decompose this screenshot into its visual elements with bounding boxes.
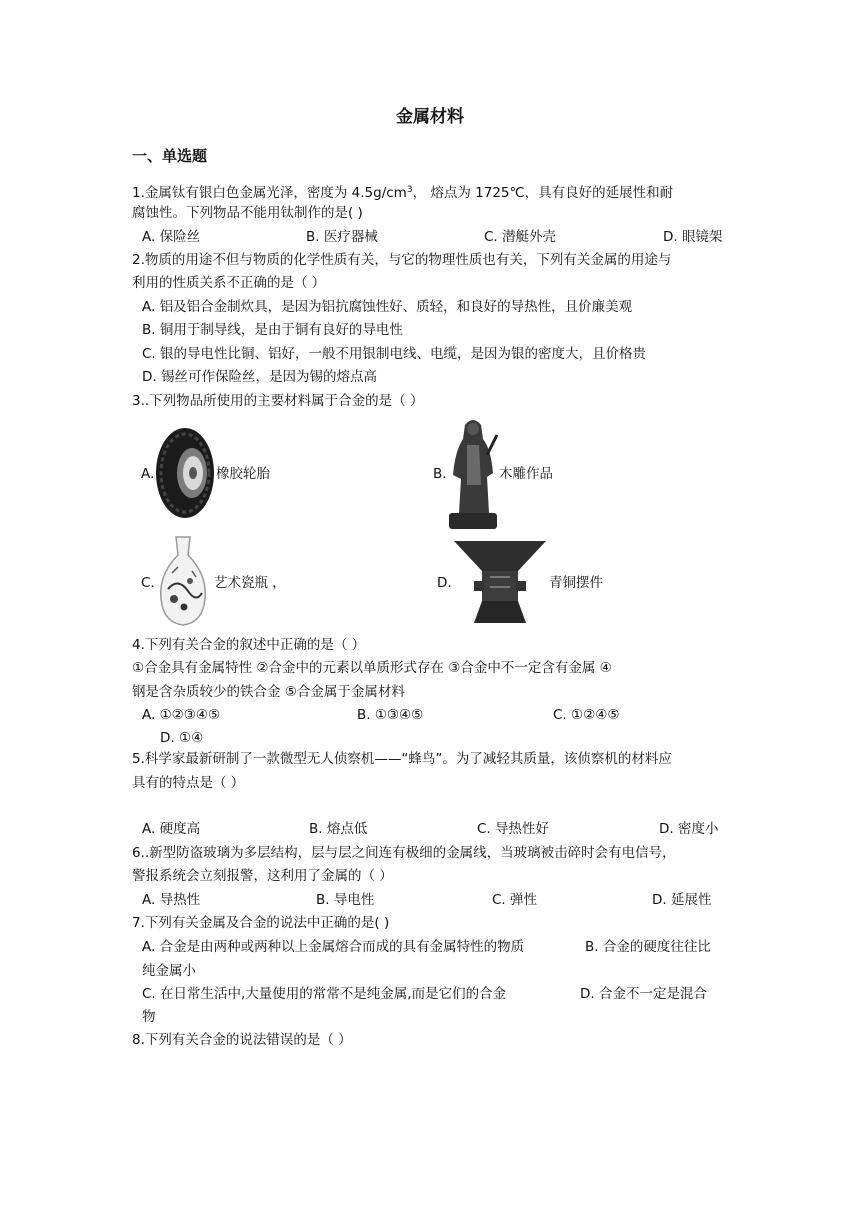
q7-option-d-cont: 物 [142, 1009, 156, 1025]
q4-option-a: A. ①②③④⑤ [142, 707, 221, 723]
question-4-line-3: 钢是含杂质较少的铁合金 ⑤合金属于金属材料 [132, 684, 405, 700]
q6-option-a: A. 导热性 [142, 892, 201, 908]
question-5-line-2: 具有的特点是（ ） [132, 775, 245, 791]
q1-option-c: C. 潜艇外壳 [484, 229, 557, 245]
bronze-vessel-icon [452, 537, 548, 625]
question-8-line-1: 8.下列有关合金的说法错误的是（ ） [132, 1032, 352, 1048]
q4-option-c: C. ①②④⑤ [553, 707, 620, 723]
q3-option-b-letter: B. [433, 466, 447, 482]
q2-option-d: D. 锡丝可作保险丝，是因为锡的熔点高 [142, 369, 377, 385]
q7-option-d: D. 合金不一定是混合 [580, 986, 707, 1002]
question-6-line-2: 警报系统会立刻报警，这利用了金属的（ ） [132, 868, 393, 884]
q2-option-c: C. 银的导电性比铜、铝好，一般不用银制电线、电缆，是因为银的密度大，且价格贵 [142, 346, 647, 362]
q1-option-d: D. 眼镜架 [663, 229, 723, 245]
question-6-line-1: 6..新型防盗玻璃为多层结构，层与层之间连有极细的金属线，当玻璃被击碎时会有电信号， [132, 845, 676, 861]
porcelain-vase-icon [154, 533, 212, 627]
question-2-line-1: 2.物质的用途不但与物质的化学性质有关，与它的物理性质也有关，下列有关金属的用途与 [132, 252, 672, 268]
q7-option-a: A. 合金是由两种或两种以上金属熔合而成的具有金属特性的物质 [142, 939, 525, 955]
q6-option-b: B. 导电性 [316, 892, 375, 908]
q3-option-d-letter: D. [437, 575, 452, 591]
question-7-line-1: 7.下列有关金属及合金的说法中正确的是( ) [132, 915, 390, 931]
superscript: 3 [406, 185, 413, 195]
q2-option-a: A. 铝及铝合金制炊具，是因为铝抗腐蚀性好、质轻，和良好的导热性，且价廉美观 [142, 299, 633, 315]
q1-option-a: A. 保险丝 [142, 229, 201, 245]
q6-option-d: D. 延展性 [652, 892, 712, 908]
question-1-line-2: 腐蚀性。下列物品不能用钛制作的是( ) [132, 205, 363, 221]
question-2-line-2: 利用的性质关系不正确的是（ ） [132, 275, 326, 291]
q3-option-b-label: 木雕作品 [499, 466, 553, 482]
tire-icon [154, 426, 216, 520]
q3-option-c-label: 艺术瓷瓶 ， [214, 575, 286, 591]
q4-option-d: D. ①④ [160, 730, 204, 746]
question-4-line-1: 4.下列有关合金的叙述中正确的是（ ） [132, 637, 366, 653]
q1-option-b: B. 医疗器械 [306, 229, 378, 245]
q6-option-c: C. 弹性 [492, 892, 538, 908]
question-3-line-1: 3..下列物品所使用的主要材料属于合金的是（ ） [132, 393, 424, 409]
q2-option-b: B. 铜用于制导线，是由于铜有良好的导电性 [142, 322, 403, 338]
question-4-line-2: ①合金具有金属特性 ②合金中的元素以单质形式存在 ③合金中不一定含有金属 ④ [132, 660, 612, 676]
q5-option-a: A. 硬度高 [142, 821, 201, 837]
q5-option-c: C. 导热性好 [477, 821, 550, 837]
q3-option-a-label: 橡胶轮胎 [216, 466, 270, 482]
question-1-line-1 [132, 181, 673, 202]
question-5-line-1: 5.科学家最新研制了一款微型无人侦察机——“蜂鸟”。为了减轻其质量，该侦察机的材料应 [132, 751, 672, 767]
q3-option-a-letter: A. [141, 466, 155, 482]
wood-carving-icon [447, 415, 499, 531]
q1-text-b: ， 熔点为 1725℃，具有良好的延展性和耐 [412, 185, 674, 201]
q7-option-b: B. 合金的硬度往往比 [585, 939, 711, 955]
q5-option-d: D. 密度小 [659, 821, 719, 837]
q3-option-c-letter: C. [141, 575, 155, 591]
q1-text-a: 1.金属钛有银白色金属光泽，密度为 4.5g/cm [132, 185, 407, 201]
section-heading: 一、单选题 [132, 147, 208, 165]
q5-option-b: B. 熔点低 [309, 821, 368, 837]
q3-option-d-label: 青铜摆件 [549, 575, 603, 591]
q4-option-b: B. ①③④⑤ [357, 707, 424, 723]
page-title: 金属材料 [396, 107, 464, 127]
q7-option-c: C. 在日常生活中,大量使用的常常不是纯金属,而是它们的合金 [142, 986, 507, 1002]
q7-option-b-cont: 纯金属小 [142, 963, 196, 979]
